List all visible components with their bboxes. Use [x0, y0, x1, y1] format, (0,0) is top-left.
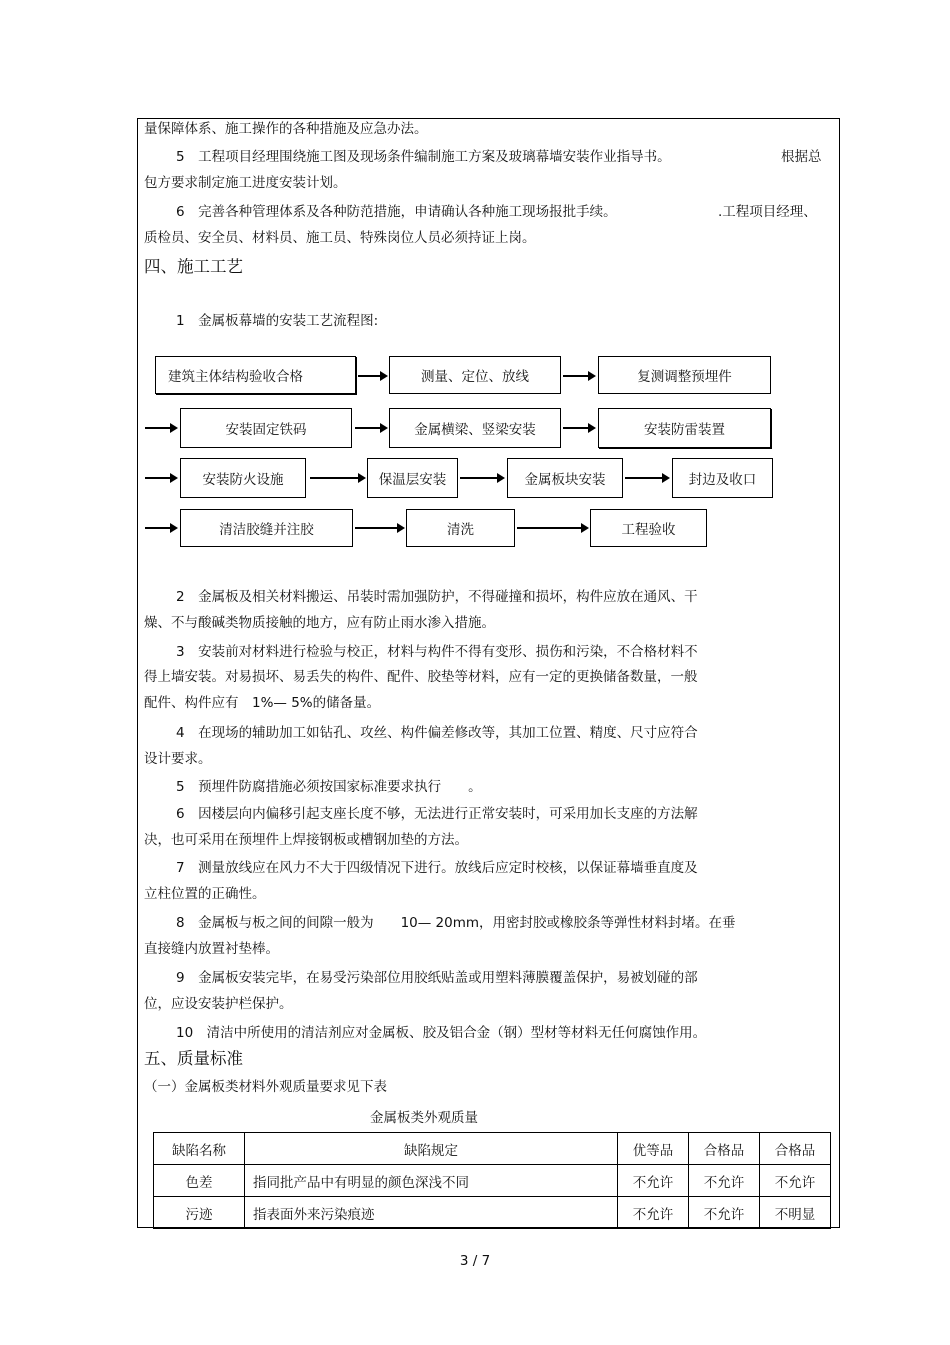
flow-step-embedded-parts: 复测调整预埋件 [598, 356, 771, 394]
item-3-cont-1: 得上墙安装。对易损坏、易丢失的构件、配件、胶垫等材料，应有一定的更换储备数量，一般 [144, 669, 698, 685]
table-cell: 不允许 [689, 1165, 760, 1197]
item-3-cont-2: 配件、构件应有 1%— 5%的储备量。 [144, 695, 381, 711]
table-cell: 不允许 [618, 1165, 689, 1197]
item-2-cont: 燥、不与酸碱类物质接触的地方，应有防止雨水渗入措施。 [144, 615, 495, 631]
arrow-icon [625, 477, 668, 479]
item-6: 6 因楼层向内偏移引起支座长度不够，无法进行正常安装时，可采用加长支座的方法解 [176, 806, 698, 822]
arrow-icon [517, 527, 587, 529]
flow-step-cleaning: 清洗 [406, 509, 515, 547]
section-5-title: 五、质量标准 [144, 1049, 243, 1068]
table-header: 缺陷规定 [245, 1133, 618, 1165]
table-cell: 污迹 [154, 1197, 245, 1229]
intro-item-5-cont: 包方要求制定施工进度安装计划。 [144, 175, 347, 191]
table-cell: 色差 [154, 1165, 245, 1197]
arrow-icon [145, 427, 176, 429]
item-3: 3 安装前对材料进行检验与校正，材料与构件不得有变形、损伤和污染，不合格材料不 [176, 644, 698, 660]
item-4-cont: 设计要求。 [144, 751, 212, 767]
item-5: 5 预埋件防腐措施必须按国家标准要求执行 。 [176, 779, 482, 795]
table-cell: 不允许 [760, 1165, 831, 1197]
item-7-cont: 立柱位置的正确性。 [144, 886, 266, 902]
quality-table [153, 1132, 831, 1229]
item-2: 2 金属板及相关材料搬运、吊装时需加强防护，不得碰撞和损坏，构件应放在通风、干 [176, 589, 698, 605]
table-cell: 不允许 [689, 1197, 760, 1229]
item-7: 7 测量放线应在风力不大于四级情况下进行。放线后应定时校核，以保证幕墙垂直度及 [176, 860, 698, 876]
table-cell: 不允许 [618, 1197, 689, 1229]
flow-step-sealing: 清洁胶缝并注胶 [180, 509, 353, 547]
intro-item-6-tail: .工程项目经理、 [718, 204, 817, 220]
arrow-icon [460, 477, 503, 479]
item-8: 8 金属板与板之间的间隙一般为 10— 20mm，用密封胶或橡胶条等弹性材料封堵。在垂 [176, 915, 736, 931]
intro-item-6-cont: 质检员、安全员、材料员、施工员、特殊岗位人员必须持证上岗。 [144, 230, 536, 246]
flow-step-insulation: 保温层安装 [367, 458, 458, 498]
table-header: 优等品 [618, 1133, 689, 1165]
arrow-icon [358, 375, 386, 377]
intro-item-5-tail: 根据总 [781, 149, 822, 165]
flow-step-structure-acceptance: 建筑主体结构验收合格 [155, 356, 356, 394]
table-cell: 不明显 [760, 1197, 831, 1229]
table-header: 合格品 [760, 1133, 831, 1165]
item-10: 10 清洁中所使用的清洁剂应对金属板、胶及铝合金（钢）型材等材料无任何腐蚀作用。 [176, 1025, 707, 1041]
table-row [154, 1197, 831, 1229]
item-9-cont: 位，应设安装护栏保护。 [144, 996, 293, 1012]
item-9: 9 金属板安装完毕，在易受污染部位用胶纸贴盖或用塑料薄膜覆盖保护，易被划碰的部 [176, 970, 698, 986]
flow-step-edge-closing: 封边及收口 [672, 458, 773, 498]
arrow-icon [145, 527, 176, 529]
table-header-row [154, 1133, 831, 1165]
flow-step-panels: 金属板块安装 [507, 458, 623, 498]
flow-step-lightning: 安装防雷装置 [598, 408, 771, 448]
arrow-icon [563, 427, 594, 429]
item-6-cont: 决，也可采用在预埋件上焊接钢板或槽钢加垫的方法。 [144, 832, 468, 848]
arrow-icon [310, 477, 364, 479]
table-header: 合格品 [689, 1133, 760, 1165]
arrow-icon [145, 477, 176, 479]
flow-step-final-acceptance: 工程验收 [590, 509, 707, 547]
flow-step-fixing-brackets: 安装固定铁码 [180, 408, 352, 448]
table-header: 缺陷名称 [154, 1133, 245, 1165]
table-cell: 指表面外来污染痕迹 [245, 1197, 618, 1229]
intro-line-1: 量保障体系、施工操作的各种措施及应急办法。 [144, 121, 428, 137]
table-caption: 金属板类外观质量 [370, 1110, 478, 1126]
page-number: 3 / 7 [459, 1253, 491, 1269]
item-4: 4 在现场的辅助加工如钻孔、攻丝、构件偏差修改等，其加工位置、精度、尺寸应符合 [176, 725, 698, 741]
arrow-icon [355, 527, 403, 529]
section-4-title: 四、施工工艺 [144, 257, 243, 276]
arrow-icon [355, 427, 386, 429]
flow-intro: 1 金属板幕墙的安装工艺流程图: [176, 313, 379, 329]
flow-step-beams: 金属横梁、竖梁安装 [389, 408, 561, 448]
item-8-cont: 直接缝内放置衬垫棒。 [144, 941, 279, 957]
quality-subsection: （一）金属板类材料外观质量要求见下表 [144, 1079, 387, 1095]
table-cell: 指同批产品中有明显的颜色深浅不同 [245, 1165, 618, 1197]
arrow-icon [563, 375, 594, 377]
flow-step-fireproof: 安装防火设施 [180, 458, 306, 498]
intro-item-5: 5 工程项目经理围绕施工图及现场条件编制施工方案及玻璃幕墙安装作业指导书。 [176, 149, 671, 165]
intro-item-6: 6 完善各种管理体系及各种防范措施，申请确认各种施工现场报批手续。 [176, 204, 617, 220]
table-row [154, 1165, 831, 1197]
flow-step-survey: 测量、定位、放线 [389, 356, 561, 394]
